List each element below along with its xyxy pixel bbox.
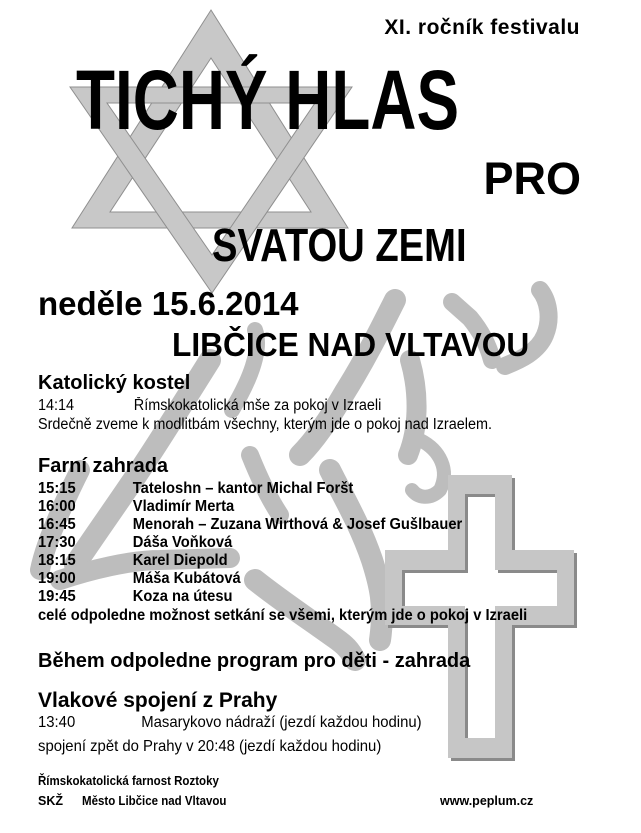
- section-heading-garden: Farní zahrada: [38, 455, 169, 477]
- footer-website[interactable]: www.peplum.cz: [440, 794, 534, 808]
- schedule-event: Menorah – Zuzana Wirthová & Josef Gušlbauer: [132, 516, 463, 533]
- schedule-time: 19:00: [38, 570, 76, 587]
- church-mass-time: 14:14: [38, 397, 75, 414]
- festival-title-pro: PRO: [483, 153, 581, 204]
- train-return: [38, 739, 407, 755]
- train-row: [38, 715, 451, 731]
- schedule-time: 19:45: [38, 588, 76, 605]
- festival-edition: XI. ročník festivalu: [384, 16, 580, 39]
- footer-skz: SKŽ: [38, 794, 63, 808]
- footer-organizer-parish: [38, 775, 235, 788]
- section-heading-kids: Během odpoledne program pro děti - zahrada: [38, 650, 471, 672]
- schedule-time: 16:00: [38, 498, 76, 515]
- footer-town-name: Město Libčice nad Vltavou: [82, 794, 227, 808]
- schedule-time: 18:15: [38, 552, 76, 569]
- schedule-event: Dáša Voňková: [132, 534, 233, 551]
- schedule-event: Tateloshn – kantor Michal Foršt: [132, 480, 354, 497]
- schedule-time: 16:45: [38, 516, 76, 533]
- schedule-row: [38, 553, 228, 569]
- schedule-row: [38, 499, 234, 515]
- church-mass-row: [38, 398, 407, 414]
- church-note-text: Srdečně zveme k modlitbám všechny, kterým jde o pokoj nad Izraelem.: [38, 416, 493, 433]
- train-time: 13:40: [38, 714, 76, 731]
- festival-title-text: TICHÝ HLAS: [76, 53, 460, 147]
- garden-note: [38, 608, 527, 624]
- train-station: Masarykovo nádraží (jezdí každou hodinu): [141, 714, 422, 731]
- festival-title: [76, 53, 580, 147]
- schedule-row: [38, 535, 232, 551]
- schedule-event: Vladimír Merta: [132, 498, 235, 515]
- schedule-row: [38, 481, 353, 497]
- schedule-event: Karel Diepold: [132, 552, 228, 569]
- event-date: neděle 15.6.2014: [38, 285, 299, 322]
- schedule-row: [38, 589, 233, 605]
- garden-note-text: celé odpoledne možnost setkání se všemi, kterým jde o pokoj v Izraeli: [38, 607, 528, 624]
- schedule-time: 17:30: [38, 534, 76, 551]
- train-return-text: spojení zpět do Prahy v 20:48 (jezdí každou hodinu): [38, 738, 382, 755]
- event-place: [172, 328, 544, 361]
- section-heading-church: Katolický kostel: [38, 372, 191, 394]
- schedule-row: [38, 517, 462, 533]
- schedule-event: Máša Kubátová: [132, 570, 241, 587]
- footer-organizer-parish-text: Římskokatolická farnost Roztoky: [38, 774, 219, 788]
- festival-title-svatou-zemi-text: SVATOU ZEMI: [212, 219, 467, 271]
- church-note: [38, 417, 526, 433]
- section-heading-train: Vlakové spojení z Prahy: [38, 689, 278, 712]
- event-place-text: LIBČICE NAD VLTAVOU: [172, 326, 530, 363]
- festival-title-svatou-zemi: [212, 219, 519, 271]
- footer-organizer-town: [38, 795, 239, 808]
- schedule-event: Koza na útesu: [132, 588, 233, 605]
- schedule-time: 15:15: [38, 480, 76, 497]
- church-mass-event: Římskokatolická mše za pokoj v Izraeli: [133, 397, 382, 414]
- schedule-row: [38, 571, 241, 587]
